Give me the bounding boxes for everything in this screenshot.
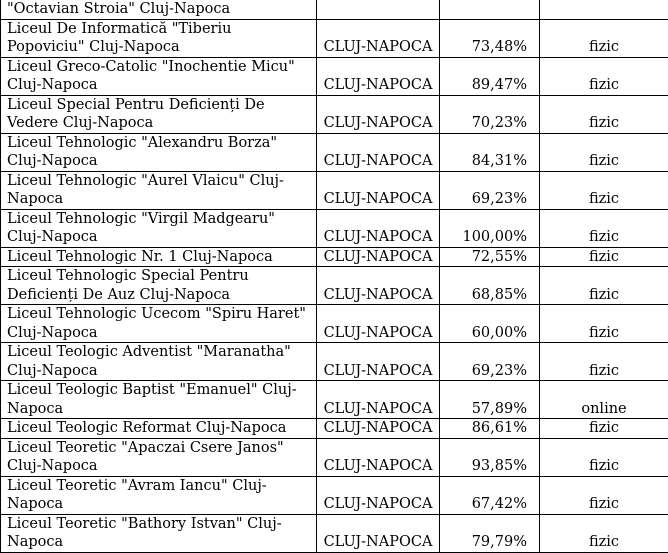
table-row: [1, 476, 668, 514]
percent-cell: 69,23%: [440, 171, 540, 209]
school-name-cell: Liceul Teoretic "Apaczai Csere Janos" Cluj-Napoca: [1, 438, 317, 476]
school-name-cell: Liceul Tehnologic "Virgil Madgearu" Cluj-Napoca: [1, 209, 317, 247]
table-row: [1, 133, 668, 171]
school-name-cell: Liceul Teoretic "Bathory Istvan" Cluj-Napoca: [1, 514, 317, 552]
mode-cell: fizic: [540, 209, 668, 247]
city-cell: CLUJ-NAPOCA: [317, 514, 440, 552]
city-cell: CLUJ-NAPOCA: [317, 381, 440, 419]
percent-cell: 86,61%: [440, 419, 540, 439]
table-row: [1, 0, 668, 19]
percent-cell: 79,79%: [440, 514, 540, 552]
mode-cell: [540, 0, 668, 19]
school-name-cell: Liceul Tehnologic Ucecom "Spiru Haret" Cluj-Napoca: [1, 305, 317, 343]
percent-cell: 68,85%: [440, 267, 540, 305]
school-name-cell: Liceul De Informatică "Tiberiu Popoviciu" Cluj-Napoca: [1, 19, 317, 57]
mode-cell: fizic: [540, 19, 668, 57]
school-name-cell: Liceul Tehnologic "Aurel Vlaicu" Cluj-Napoca: [1, 171, 317, 209]
table-row: [1, 438, 668, 476]
city-cell: CLUJ-NAPOCA: [317, 247, 440, 267]
percent-cell: 100,00%: [440, 209, 540, 247]
table-row: [1, 95, 668, 133]
city-cell: CLUJ-NAPOCA: [317, 57, 440, 95]
percent-cell: 72,55%: [440, 247, 540, 267]
mode-cell: fizic: [540, 247, 668, 267]
city-cell: [317, 0, 440, 19]
table-row: [1, 343, 668, 381]
city-cell: CLUJ-NAPOCA: [317, 95, 440, 133]
city-cell: CLUJ-NAPOCA: [317, 133, 440, 171]
mode-cell: fizic: [540, 476, 668, 514]
city-cell: CLUJ-NAPOCA: [317, 476, 440, 514]
mode-cell: fizic: [540, 95, 668, 133]
city-cell: CLUJ-NAPOCA: [317, 419, 440, 439]
school-name-cell: Liceul Greco-Catolic "Inochentie Micu" Cluj-Napoca: [1, 57, 317, 95]
mode-cell: fizic: [540, 57, 668, 95]
mode-cell: fizic: [540, 343, 668, 381]
school-name-cell: Liceul Tehnologic Special Pentru Deficienți De Auz Cluj-Napoca: [1, 267, 317, 305]
mode-cell: fizic: [540, 267, 668, 305]
table-row: [1, 381, 668, 419]
mode-cell: fizic: [540, 438, 668, 476]
school-name-cell: Liceul Tehnologic "Alexandru Borza" Cluj-Napoca: [1, 133, 317, 171]
percent-cell: 69,23%: [440, 343, 540, 381]
table-row: [1, 19, 668, 57]
city-cell: CLUJ-NAPOCA: [317, 343, 440, 381]
percent-cell: 70,23%: [440, 95, 540, 133]
city-cell: CLUJ-NAPOCA: [317, 209, 440, 247]
school-name-cell: Liceul Teoretic "Avram Iancu" Cluj-Napoca: [1, 476, 317, 514]
city-cell: CLUJ-NAPOCA: [317, 267, 440, 305]
table-row: [1, 305, 668, 343]
table-row: [1, 419, 668, 439]
table-row: [1, 514, 668, 552]
table-row: [1, 247, 668, 267]
table-row: [1, 267, 668, 305]
percent-cell: 84,31%: [440, 133, 540, 171]
percent-cell: 67,42%: [440, 476, 540, 514]
school-name-cell: Liceul Tehnologic Nr. 1 Cluj-Napoca: [1, 247, 317, 267]
percent-cell: 57,89%: [440, 381, 540, 419]
percent-cell: 73,48%: [440, 19, 540, 57]
table-row: [1, 57, 668, 95]
percent-cell: 89,47%: [440, 57, 540, 95]
city-cell: CLUJ-NAPOCA: [317, 305, 440, 343]
mode-cell: fizic: [540, 514, 668, 552]
city-cell: CLUJ-NAPOCA: [317, 171, 440, 209]
city-cell: CLUJ-NAPOCA: [317, 438, 440, 476]
percent-cell: [440, 0, 540, 19]
school-name-cell: Liceul Teologic Baptist "Emanuel" Cluj-Napoca: [1, 381, 317, 419]
mode-cell: fizic: [540, 419, 668, 439]
school-name-cell: "Octavian Stroia" Cluj-Napoca: [1, 0, 317, 19]
percent-cell: 93,85%: [440, 438, 540, 476]
table-row: [1, 209, 668, 247]
mode-cell: fizic: [540, 305, 668, 343]
mode-cell: fizic: [540, 171, 668, 209]
mode-cell: online: [540, 381, 668, 419]
school-name-cell: Liceul Teologic Reformat Cluj-Napoca: [1, 419, 317, 439]
city-cell: CLUJ-NAPOCA: [317, 19, 440, 57]
mode-cell: fizic: [540, 133, 668, 171]
school-name-cell: Liceul Special Pentru Deficienți De Vedere Cluj-Napoca: [1, 95, 317, 133]
percent-cell: 60,00%: [440, 305, 540, 343]
school-name-cell: Liceul Teologic Adventist "Maranatha" Cluj-Napoca: [1, 343, 317, 381]
table-row: [1, 171, 668, 209]
